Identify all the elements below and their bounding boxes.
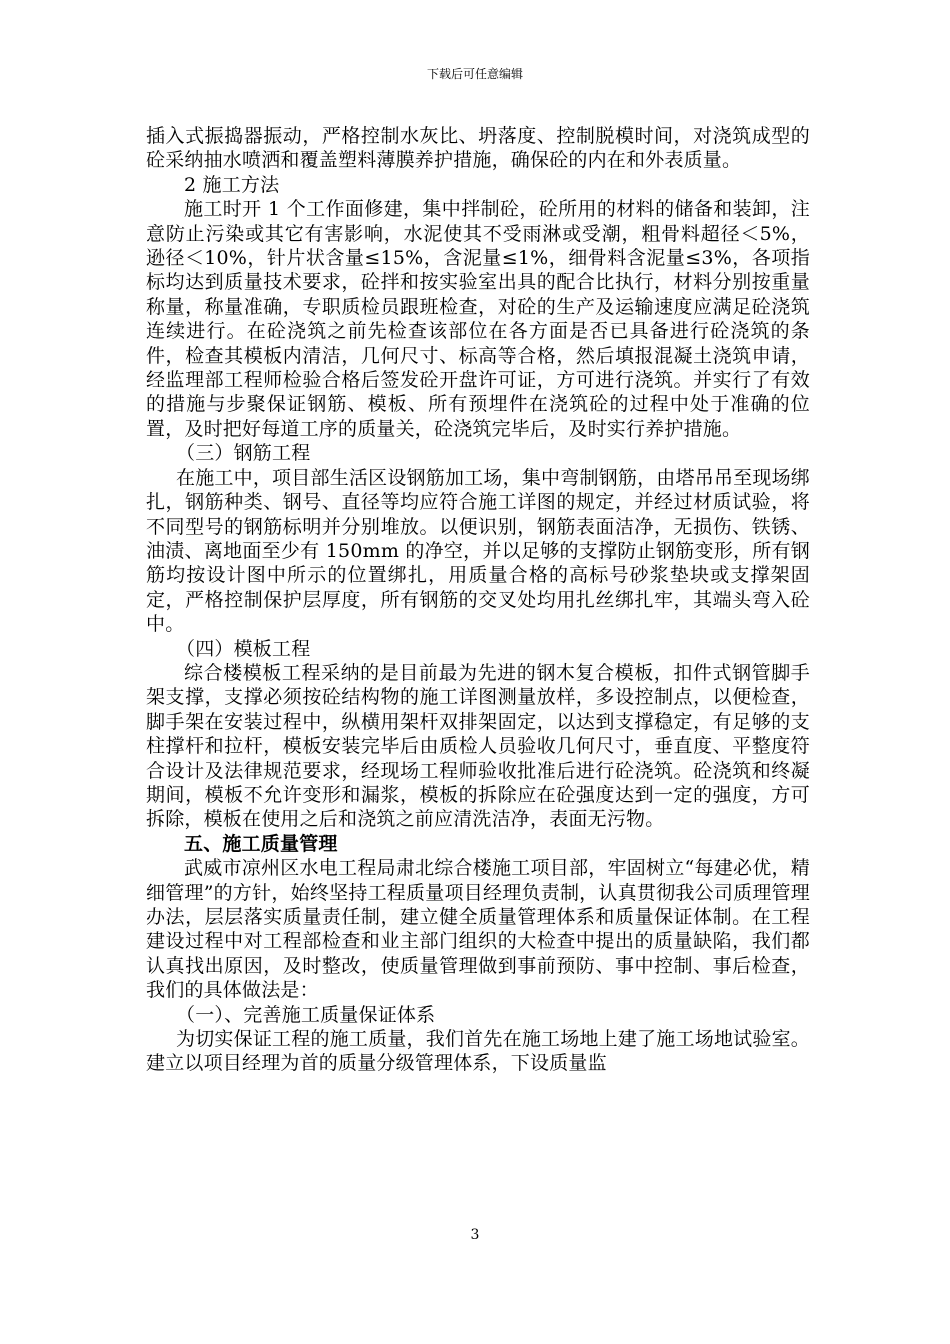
heading-quality-management: 五、施工质量管理 (184, 832, 338, 855)
paragraph-curing: 插入式振捣器振动，严格控制水灰比、坍落度、控制脱模时间，对浇筑成型的砼采纳抽水喷洒和覆盖塑料薄膜养护措施，确保砼的内在和外表质量。 (146, 125, 810, 172)
paragraph-quality-system: 为切实保证工程的施工质量，我们首先在施工场地上建了施工场地试验室。建立以项目经理为首的质量分级管理体系，下设质量监 (146, 1028, 810, 1075)
paragraph-construction-method: 施工时开 1 个工作面修建，集中拌制砼，砼所用的材料的储备和装卸，注意防止污染或其它有害影响，水泥使其不受雨淋或受潮，粗骨料超径＜5%，逊径＜10%，针片状含量≤15%，含泥量≤1%，细骨料含泥量≤3%，各项指标均达到质量技术要求，砼拌和按实验室出具的配合比执行，材料分别按重量称量，称量准确，专职质检员跟班检查，对砼的生产及运输速度应满足砼浇筑连续进行。在砼浇筑之前先检查该部位在各方面是否已具备进行砼浇筑的条件，检查其模板内清洁，几何尺寸、标高等合格，然后填报混凝土浇筑申请，经监理部工程师检验合格后签发砼开盘许可证，方可进行浇筑。并实行了有效的措施与步聚保证钢筋、模板、所有预埋件在浇筑砼的过程中处于准确的位置，及时把好每道工序的质量关，砼浇筑完毕后，及时实行养护措施。 (146, 198, 810, 440)
paragraph-quality-management: 武威市凉州区水电工程局肃北综合楼施工项目部，牢固树立“每建必优，精细管理”的方针，始终坚持工程质量项目经理负责制，认真贯彻我公司质理管理办法，层层落实质量责任制，建立健全质量管理体系和质量保证体制。在工程建设过程中对工程部检查和业主部门组织的大检查中提出的质量缺陷，我们都认真找出原因，及时整改，使质量管理做到事前预防、事中控制、事后检查，我们的具体做法是： (146, 857, 810, 1002)
paragraph-rebar-work: 在施工中，项目部生活区设钢筋加工场，集中弯制钢筋，由塔吊吊至现场绑扎，钢筋种类、钢号、直径等均应符合施工详图的规定，并经过材质试验，将不同型号的钢筋标明并分别堆放。以便识别，钢筋表面洁净，无损伤、铁锈、油渍、离地面至少有 150mm 的净空，并以足够的支撑防止钢筋变形，所有钢筋均按设计图中所示的位置绑扎，用质量合格的高标号砂浆垫块或支撑架固定，严格控制保护层厚度，所有钢筋的交叉处均用扎丝绑扎牢，其端头弯入砼中。 (146, 466, 810, 636)
section-construction-method: 2 施工方法 (184, 173, 280, 196)
section-formwork: （四）模板工程 (176, 637, 311, 660)
document-body (146, 124, 810, 1076)
page-header: 下载后可任意编辑 (426, 67, 523, 81)
section-quality-system: （一）、完善施工质量保证体系 (176, 1003, 436, 1026)
section-rebar-work: （三）钢筋工程 (176, 442, 311, 465)
paragraph-formwork: 综合楼模板工程采纳的是目前最为先进的钢木复合模板，扣件式钢管脚手架支撑，支撑必须按砼结构物的施工详图测量放样，多设控制点，以便检查，脚手架在安装过程中，纵横用架杆双排架固定，以达到支撑稳定，有足够的支柱撑杆和拉杆，模板安装完毕后由质检人员验收几何尺寸，垂直度、平整度符合设计及法律规范要求，经现场工程师验收批准后进行砼浇筑。砼浇筑和终凝期间，模板不允许变形和漏浆，模板的拆除应在砼强度达到一定的强度，方可拆除，模板在使用之后和浇筑之前应清洗洁净，表面无污物。 (146, 661, 810, 831)
page-number: 3 (470, 1227, 480, 1243)
